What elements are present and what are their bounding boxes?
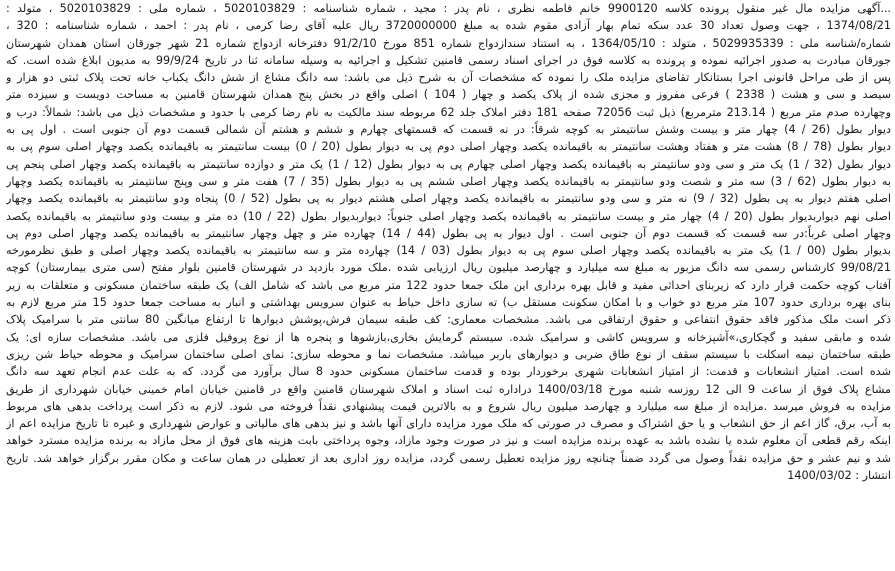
notice-line: ...آگهی مزایده مال غیر منقول پرونده کلاسه 9900120 خانم فاطمه نظری ، نام پدر : مجید ، شماره شناسنامه : 5020103829 ، شماره ملی : 5020103829 ، متولد :	[6, 2, 891, 15]
notice-line: شده است. امتیاز انشعابات و قدمت: از امتیاز انشعابات شهری برخوردار بوده و قدمت ساختمان مسکونی حدود 8 سال برآورد می گردد. که به علت عدم انجام تعهد سه دانگ	[6, 365, 891, 379]
notice-line: آفتاب کوچه حکمت قرار دارد که زیربنای احداثی مفید و قابل بهره برداری این ملک جمعا حدود 122 متر مربع می باشد که شامل الف) یک طبقه ساختمان مسکونی و متعلقات به زیر	[6, 278, 891, 292]
notice-line: جورقان مبادرت به صدور اجرائیه نموده و پرونده به کلاسه فوق در اجرای اسناد رسمی قامنین تشکیل و اجرائیه به وسیله سامانه ثنا در تاریخ 99/9/24 به مدیون ابلاغ شده است. که	[6, 53, 891, 67]
notice-line: به آب، برق، گاز اعم از حق انشعاب و یا حق اشتراک و مصرف در صورتی که ملک مورد مزایده دارای آنها باشد و نیز بدهی های مالیاتی و عوارض شهرداری و غیره تا تاریخ مزایده اعم از	[6, 417, 891, 431]
notice-line: شده و مابقی سفید و گچکاری،»آشپزخانه و سرویس کاشی و سرامیک شده. سیستم گرمایش بخاری،بازشوها و پنجره ها از نوع پروفیل فلزی می باشد. مشخصات سازه ای: یک	[6, 330, 891, 344]
notice-line: اینکه رقم قطعی آن معلوم شده یا نشده باشد به عهده برنده مزایده است و نیز در صورت وجود مازاد، وجوه پرداختی بابت هزینه های فوق از محل مازاد به برنده مزایده مسترد خواهد	[6, 434, 891, 448]
notice-line: پس از طی مراحل قانونی اجرا بستانکار تقاضای مزایده ملک را نموده که مشخصات آن به شرح ذیل می باشد: سه دانگ مشاع از شش دانگ یکباب خانه تحت پلاک ثبتی دو هزار و	[6, 71, 891, 85]
notice-line: 99/08/21 کارشناس رسمی سه دانگ مزبور به مبلغ سه میلیارد و چهارصد میلیون ریال ارزیابی شده .ملک مورد بازدید در شهرستان قامنین بلوار مفتح (سی متری بیمارستان) کوچه	[6, 261, 891, 275]
notice-line: سیصد و سی و هشت ( 2338 ) فرعی مفروز و مجزی شده از پلاک یکصد و چهار ( 104 ) اصلی واقع در بخش پنج همدان شهرستان قامنین به مساحت دویست و سیزده متر	[6, 88, 891, 102]
notice-line: به دیوار بطول (62 / 3) سه متر و شصت ودو سانتیمتر به باقیمانده یکصد وچهار اصلی ششم پی به دیوار بطول (35 / 7) هفت متر و سی وپنج سانتیمتر به باقیمانده یکصد وچهار	[6, 174, 891, 188]
notice-line: وچهارده صدم متر مربع ( 213.14 مترمربع) ذیل ثبت 72056 صفحه 181 دفتر املاک جلد 62 مربوطه سند مالکیت به نام رضا کرمی با حدود و مشخصات ذیل می باشد: شمالاً: درب و	[6, 105, 891, 119]
notice-line: بنای بهره برداری حدود 107 متر مربع دو خواب و با امکان سکونت مستقل ب) ته سازی داخل حیاط به عنوان سرویس بهداشتی و انبار به مساحت جمعا حدود 15 متر مربع لازم به	[6, 296, 891, 310]
notice-line: 1374/08/21 ، جهت وصول تعداد 30 عدد سکه تمام بهار آزادی مقوم شده به مبلغ 3720000000 ریال علیه آقای رضا کرمی ، نام پدر : احمد ، شماره شناسنامه : 320 ،	[6, 19, 891, 33]
notice-line: طبقه ساختمان نیمه اسکلت با سیستم سقف از نوع طاق ضربی و دیوارهای باربر میباشد. مشخصات نما و محوطه سازی: نمای اصلی ساختمان سرامیک و محوطه حیاط شن ریزی	[6, 347, 891, 361]
notice-line: دیوار بطول (78 / 8) هشت متر و هفتاد وهشت سانتیمتر به باقیمانده یکصد وچهار اصلی دوم پی به دیوار بطول (20 / 0) بیست سانتیمتر به باقیمانده یکصد وچهار اصلی سوم پی به	[6, 140, 891, 154]
publication-date-line: انتشار : 1400/03/02	[787, 469, 891, 483]
notice-line: مزایده به فروش میرسد .مزایده از مبلغ سه میلیارد و چهارصد میلیون ریال شروع و به بالاترین قیمت پیشنهادی نقداً فروخته می شود. لازم به ذکر است پرداخت بدهی های مربوط	[6, 399, 891, 413]
notice-line: دیوار بطول (32 / 1) یک متر و سی ودو سانتیمتر به باقیمانده یکصد وچهار اصلی چهارم پی به دیوار بطول (12 / 1) یک متر و دوازده سانتیمتر به باقیمانده یکصد وچهار اصلی پنجم پی	[6, 157, 891, 171]
notice-line: اصلی هفتم دیوار به پی بطول (32 / 9) نه متر و سی ودو سانتیمتر به باقیمانده یکصد وچهار اصلی هشتم دیوار به پی بطول (52 / 0) پنجاه ودو سانتیمتر به باقیمانده یکصد وچهار	[6, 192, 891, 206]
notice-line: شماره/شناسه ملی : 5029935339 ، متولد : 1364/05/10 ، به استناد سندازدواج شماره 851 مورخ 91/2/10 دفترخانه ازدواج شماره 21 شهر جورقان استان همدان شهرستان	[6, 36, 891, 50]
notice-line: ذکر است ملک مذکور فاقد حقوق انتفاعی و حقوق ارتفاقی می باشد. مشخصات معماری: کف طبقه سیمان فرش،پوشش دیوارها تا ارتفاع میانگین 80 سانتی متر با سرامیک پلاک	[6, 313, 891, 327]
notice-line: اصلی نهم دیواربدیوار بطول (20 / 4) چهار متر و بیست سانتیمتر به باقیمانده یکصد وچهار اصلی جنوباً: دیواربدیوار بطول (22 / 10) ده متر و بیست ودو سانتیمتر به باقیمانده یکصد	[6, 209, 891, 223]
notice-line: دیوار بطول (26 / 4) چهار متر و بیست وشش سانتیمتر به کوچه شرقاً: در نه قسمت که قسمتهای چهارم و ششم و هشتم آن شمالی قسمت دوم آن جنوبی است . اول پی به	[6, 123, 891, 137]
notice-line: بدیوار بطول (00 / 1) یک متر به باقیمانده یکصد وچهار اصلی سوم پی به دیوار بطول (03 / 14) چهارده متر و سه سانتیمتر به باقیمانده یکصد وچهار اصلی و طبق نظرمورخه	[6, 244, 891, 258]
notice-line: مشاع پلاک فوق از ساعت 9 الی 12 روزسه شنبه مورخ 1400/03/18 دراداره ثبت اسناد و املاک شهرستان قامنین واقع در قامنین خیابان امام خمینی خیابان شهرداری از طریق	[6, 382, 891, 396]
notice-line: وچهار اصلی غرباً:در سه قسمت که قسمت دوم آن جنوبی است . اول دیوار به پی بطول (44 / 14) چهارده متر و چهل وچهار سانتیمتر به باقیمانده یکصد وچهار اصلی دوم پی	[6, 226, 891, 240]
notice-line: شد و نیم عشر و حق مزایده نقداً وصول می گردد ضمناً چنانچه روز مزایده تعطیل رسمی گردد، مزایده روز اداری بعد از تعطیلی در همان ساعت و مکان مقرر برگزار خواهد شد. تاریخ	[6, 451, 891, 465]
